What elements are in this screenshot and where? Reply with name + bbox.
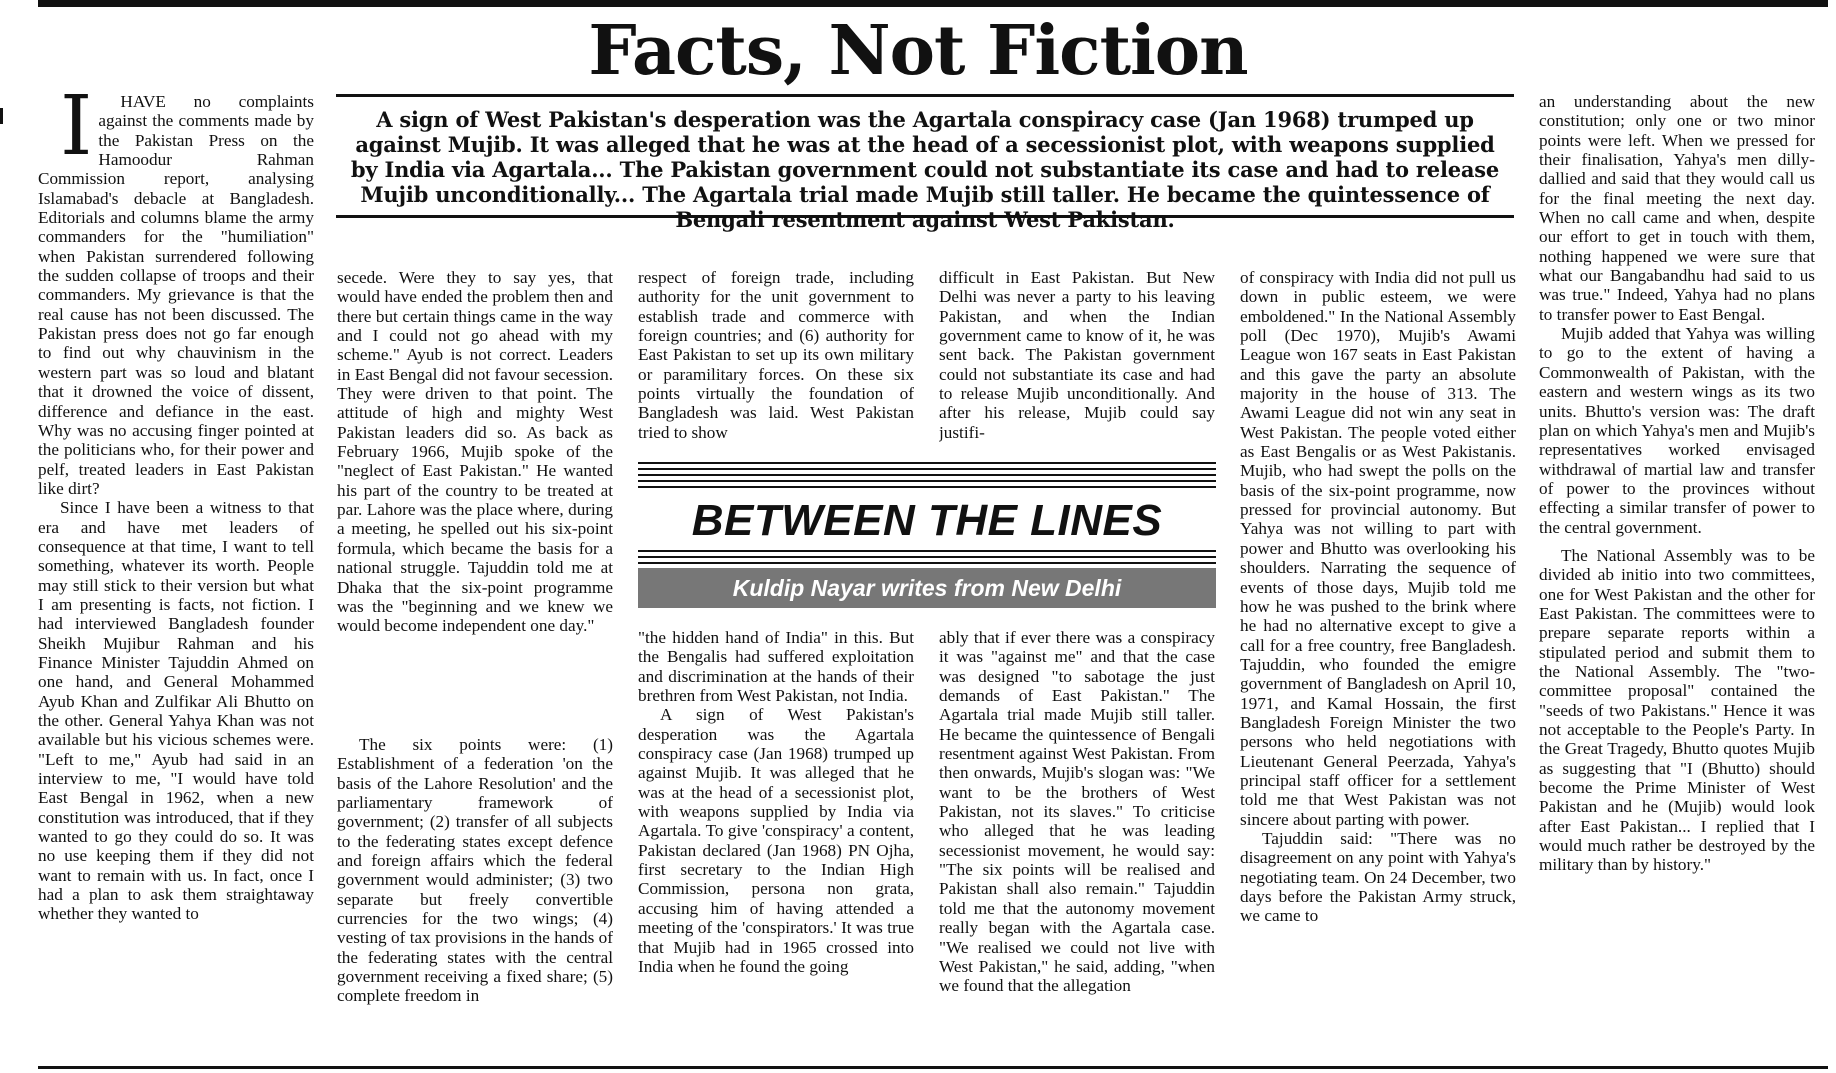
article-column-3-bottom <box>638 628 914 1058</box>
paragraph: difficult in East Pakistan. But New Delhi was never a party to his leaving Pakistan, and when the Indian government came to know of it, he was sent back. The Pakistan government could not substantiate its case and had to release Mujib unconditionally. And after his release, Mujib could say justifi- <box>939 268 1215 442</box>
lead-text: HAVE no complaints against the comments made by the Pakistan Press on the Hamoodur Rahman Commission report, analysing Islamabad's debacle at Bangladesh. Editorials and columns blame the army commanders for the "humiliation" when Pakistan surrendered following the sudden collapse of troops and their commanders. My grievance is that the real cause has not been discussed. The Pakistan press does not go far enough to find out why chauvinism in the western part was so loud and blatant that it drowned the voice of dissent, difference and defiance in the east. Why was no accusing finger pointed at the politicians who, for their power and pelf, treated leaders in East Pakistan like dirt? <box>38 92 314 498</box>
article-column-4-bottom <box>939 628 1215 1058</box>
headline: Facts, Not Fiction <box>588 11 1248 91</box>
paragraph: respect of foreign trade, including authority for the unit government to establish trade and commerce with foreign countries; and (6) authority for East Pakistan to set up its own military or paramilitary forces. On these six points virtually the foundation of Bangladesh was laid. West Pakistan tried to show <box>638 268 914 442</box>
article-column-2-bottom <box>337 735 613 1058</box>
paragraph: A sign of West Pakistan's desperation was the Agartala conspiracy case (Jan 1968) trumped up against Mujib. It was alleged that he was at the head of a secessionist plot, with weapons supplied by India via Agartala. To give 'conspiracy' a content, Pakistan declared (Jan 1968) PN Ojha, first secretary to the Indian High Commission, persona non grata, accusing him of having attended a meeting of the 'conspirators.' It was true that Mujib had in 1965 crossed into India when he found the going <box>638 705 914 976</box>
paragraph: ably that if ever there was a conspiracy it was "against me" and that the case was designed "to sabotage the just demands of East Pakistan." The Agartala trial made Mujib still taller. He became the quintessence of Bengali resentment against West Pakistan. From then onwards, Mujib's slogan was: "We want to be the brothers of West Pakistan, not its slaves." To criticise who alleged that he was leading secessionist movement, he would say: "The six points will be realised and Pakistan shall also remain." Tajuddin told me that the autonomy movement really began with the Agartala case. "We realised we could not live with West Pakistan," he said, adding, "when we found that the allegation <box>939 628 1215 996</box>
article-column-3-top <box>638 268 914 452</box>
drop-cap: I <box>60 92 93 174</box>
bottom-rule <box>38 1066 1828 1069</box>
paragraph: Tajuddin said: "There was no disagreement on any point with Yahya's negotiating team. On 24 December, two days before the Pakistan Army struck, we came to <box>1240 828 1516 926</box>
paragraph: The six points were: (1) Establishment of a federation 'on the basis of the Lahore Resolution' and the parliamentary framework of government; (2) transfer of all subjects to the federating states except defence and foreign affairs which the federal government would administer; (3) two separate but freely convertible currencies for the two wings; (4) vesting of tax provisions in the hands of the federating states with the central government receiving a fixed share; (5) complete freedom in <box>337 735 613 1006</box>
paragraph: The National Assembly was to be divided ab initio into two committees, one for West Pakistan and the other for East Pakistan. The committees were to prepare separate reports within a stipulated period and submit them to the National Assembly. The "two-committee proposal" contained the "seeds of two Pakistans." Hence it was not acceptable to the People's Party. In the Great Tragedy, Bhutto quotes Mujib as suggesting that "I (Bhutto) should become the Prime Minister of West Pakistan and he (Mujib) would look after East Pakistan... I replied that I would much rather be destroyed by the military than by history." <box>1539 545 1815 875</box>
paragraph: Mujib added that Yahya was willing to go to the extent of having a Commonwealth of Pakistan, with the eastern and western wings as its two units. Bhutto's version was: The draft plan on which Yahya's men and Mujib's representatives worked envisaged withdrawal of martial law and transfer of power to the provinces without effecting a similar transfer of power to the central government. <box>1539 324 1815 537</box>
byline: Kuldip Nayar writes from New Delhi <box>638 568 1216 608</box>
margin-mark <box>0 108 3 124</box>
article-column-6 <box>1539 92 1815 1058</box>
column-banner <box>638 462 1216 616</box>
top-rule <box>38 0 1828 7</box>
paragraph: Since I have been a witness to that era and have met leaders of consequence at that time, I want to tell something, whatever its worth. People may still stick to their version but what I am presenting is facts, not fiction. I had interviewed Bangladesh founder Sheikh Mujibur Rahman and his Finance Minister Tajuddin Ahmed on one hand, and General Mohammed Ayub Khan and Zulfikar Ali Bhutto on the other. General Yahya Khan was not available but his vicious schemes were. "Left to me," Ayub had said in an interview to me, "I would have told East Bengal in 1962, when a new constitution was introduced, that if they wanted to go they could do so. It was no use keeping them if they did not want to remain with us. In fact, once I had a plan to ask them straightaway whether they wanted to <box>38 498 314 924</box>
banner-stripes-top <box>638 462 1216 492</box>
paragraph: secede. Were they to say yes, that would have ended the problem then and there but certain things came in the way and I could not go ahead with my scheme." Ayub is not correct. Leaders in East Bengal did not favour secession. They were driven to that point. The attitude of high and mighty West Pakistan leaders did so. As back as February 1966, Mujib spoke of the "neglect of East Pakistan." He wanted his part of the country to be treated at par. Lahore was the place where, during a meeting, he spelled out his six-point formula, which became the basis for a national struggle. Tajuddin told me at Dhaka that the six-point programme was the "beginning and we knew we would become independent one day." <box>337 268 613 636</box>
article-column-5 <box>1240 268 1516 1058</box>
paragraph: an understanding about the new constitution; only one or two minor points were left. When we pressed for their finalisation, Yahya's men dilly-dallied and said that they would call us for the final meeting the next day. When no call came and when, despite our effort to get in touch with them, nothing happened we were sure that what our Bangabandhu had said to us was true." Indeed, Yahya had no plans to transfer power to East Bengal. <box>1539 92 1815 324</box>
lead-paragraph <box>38 92 314 498</box>
article-column-4-top <box>939 268 1215 452</box>
pull-quote: A sign of West Pakistan's desperation was the Agartala conspiracy case (Jan 1968) trumped up against Mujib. It was alleged that he was at the head of a secessionist plot, with weapons supplied by India via Agartala... The Pakistan government could not substantiate its case and had to release Mujib unconditionally... The Agartala trial made Mujib still taller. He became the quintessence of Bengali resentment against West Pakistan. <box>336 94 1514 218</box>
article-column-2-top <box>337 268 613 724</box>
column-title: BETWEEN THE LINES <box>638 492 1216 550</box>
paragraph: "the hidden hand of India" in this. But the Bengalis had suffered exploitation and discrimination at the hands of their brethren from West Pakistan, not India. <box>638 628 914 706</box>
paragraph: of conspiracy with India did not pull us down in public esteem, we were emboldened." In the National Assembly poll (Dec 1970), Mujib's Awami League won 167 seats in East Pakistan and this gave the party an absolute majority in the house of 313. The Awami League did not win any seat in West Pakistan. The people voted either as East Bengalis or as West Pakistanis. Mujib, who had swept the polls on the basis of the six-point programme, now pressed for provincial autonomy. But Yahya was not willing to part with power and Bhutto was overlooking his shoulders. Narrating the sequence of events of those days, Mujib told me how he was pushed to the brink where he had no alternative except to give a call for a free country, free Bangladesh. Tajuddin, who founded the emigre government of Bangladesh on April 10, 1971, and Kamal Hossain, the first Bangladesh Foreign Minister the two persons who held negotiations with Lieutenant General Peerzada, Yahya's principal staff officer for a settlement told me that West Pakistan was not sincere about parting with power. <box>1240 268 1516 829</box>
banner-stripes-bottom <box>638 550 1216 566</box>
article-column-1 <box>38 92 314 1058</box>
